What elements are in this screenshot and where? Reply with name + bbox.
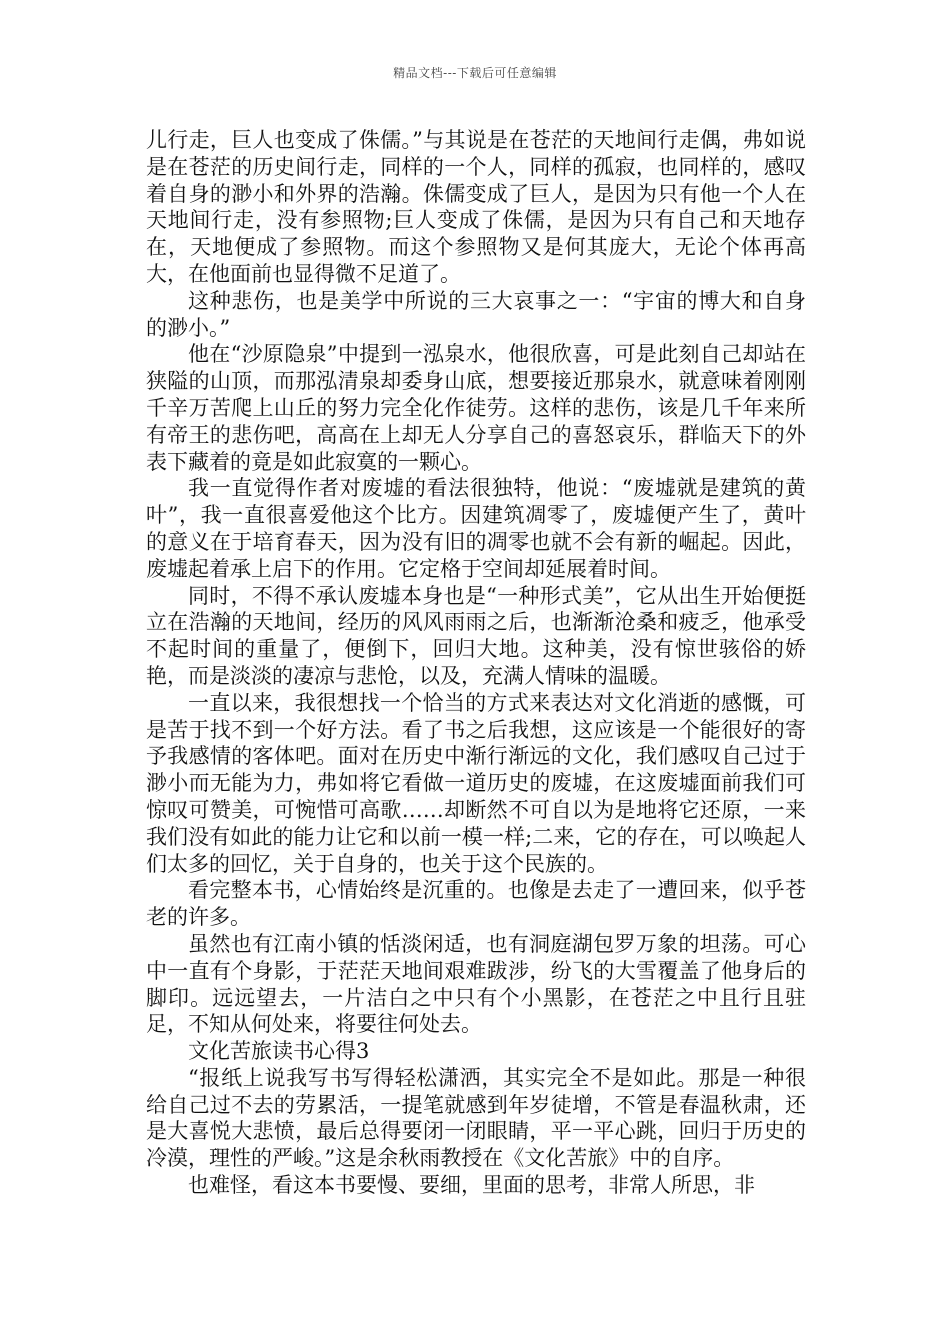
paragraph-2: 这种悲伤，也是美学中所说的三大哀事之一：“宇宙的博大和自身的渺小。” xyxy=(146,288,806,340)
paragraph-4: 我一直觉得作者对废墟的看法很独特，他说：“废墟就是建筑的黄叶”，我一直很喜爱他这个比方。因建筑凋零了，废墟便产生了，黄叶的意义在于培育春天，因为没有旧的凋零也就不会有新的崛起。因此，废墟起着承上启下的作用。它定格于空间却延展着时间。 xyxy=(146,476,806,581)
paragraph-9: “报纸上说我写书写得轻松潇洒，其实完全不是如此。那是一种很给自己过不去的劳累活，一提笔就感到年岁徒增，不管是春温秋肃，还是大喜悦大悲愤，最后总得要闭一闭眼睛，平一平心跳，回归于历史的冷漠，理性的严峻。”这是余秋雨教授在《文化苦旅》中的自序。 xyxy=(146,1065,806,1171)
section-heading: 文化苦旅读书心得3 xyxy=(188,1039,370,1064)
document-body xyxy=(146,127,806,1199)
paragraph-8: 虽然也有江南小镇的恬淡闲适，也有洞庭湖包罗万象的坦荡。可心中一直有个身影，于茫茫天地间艰难跋涉，纷飞的大雪覆盖了他身后的脚印。远远望去，一片洁白之中只有个小黑影，在苍茫之中且行且驻足，不知从何处来，将要往何处去。 xyxy=(146,931,806,1037)
paragraph-6: 一直以来，我很想找一个恰当的方式来表达对文化消逝的感慨，可是苦于找不到一个好方法。看了书之后我想，这应该是一个能很好的寄予我感情的客体吧。面对在历史中渐行渐远的文化，我们感叹自己过于渺小而无能为力，弗如将它看做一道历史的废墟，在这废墟面前我们可惊叹可赞美，可惋惜可高歌……却断然不可自以为是地将它还原，一来我们没有如此的能力让它和以前一模一样;二来，它的存在，可以唤起人们太多的回忆，关于自身的，也关于这个民族的。 xyxy=(146,690,806,876)
paragraph-3: 他在“沙原隐泉”中提到一泓泉水，他很欣喜，可是此刻自己却站在狭隘的山顶，而那泓清泉却委身山底，想要接近那泉水，就意味着刚刚千辛万苦爬上山丘的努力完全化作徒劳。这样的悲伤，该是几千年来所有帝王的悲伤吧，高高在上却无人分享自己的喜怒哀乐，群临天下的外表下藏着的竟是如此寂寞的一颗心。 xyxy=(146,342,806,474)
paragraph-5: 同时，不得不承认废墟本身也是“一种形式美”，它从出生开始便挺立在浩瀚的天地间，经历的风风雨雨之后，也渐渐沧桑和疲乏，他承受不起时间的重量了，便倒下，回归大地。这种美，没有惊世骇俗的娇艳，而是淡淡的凄凉与悲怆，以及，充满人情味的温暖。 xyxy=(146,583,806,688)
paragraph-10: 也难怪，看这本书要慢、要细，里面的思考，非常人所思，非 xyxy=(188,1173,755,1198)
paragraph-7: 看完整本书，心情始终是沉重的。也像是去走了一遭回来，似乎苍老的许多。 xyxy=(146,878,806,930)
page-header: 精品文档---下载后可任意编辑 xyxy=(393,66,557,80)
paragraph-1: 儿行走，巨人也变成了侏儒。”与其说是在苍茫的天地间行走偶，弗如说是在苍茫的历史间行走，同样的一个人，同样的孤寂，也同样的，感叹着自身的渺小和外界的浩瀚。侏儒变成了巨人，是因为只有他一个人在天地间行走，没有参照物;巨人变成了侏儒，是因为只有自己和天地存在，天地便成了参照物。而这个参照物又是何其庞大，无论个体再高大，在他面前也显得微不足道了。 xyxy=(146,128,806,286)
